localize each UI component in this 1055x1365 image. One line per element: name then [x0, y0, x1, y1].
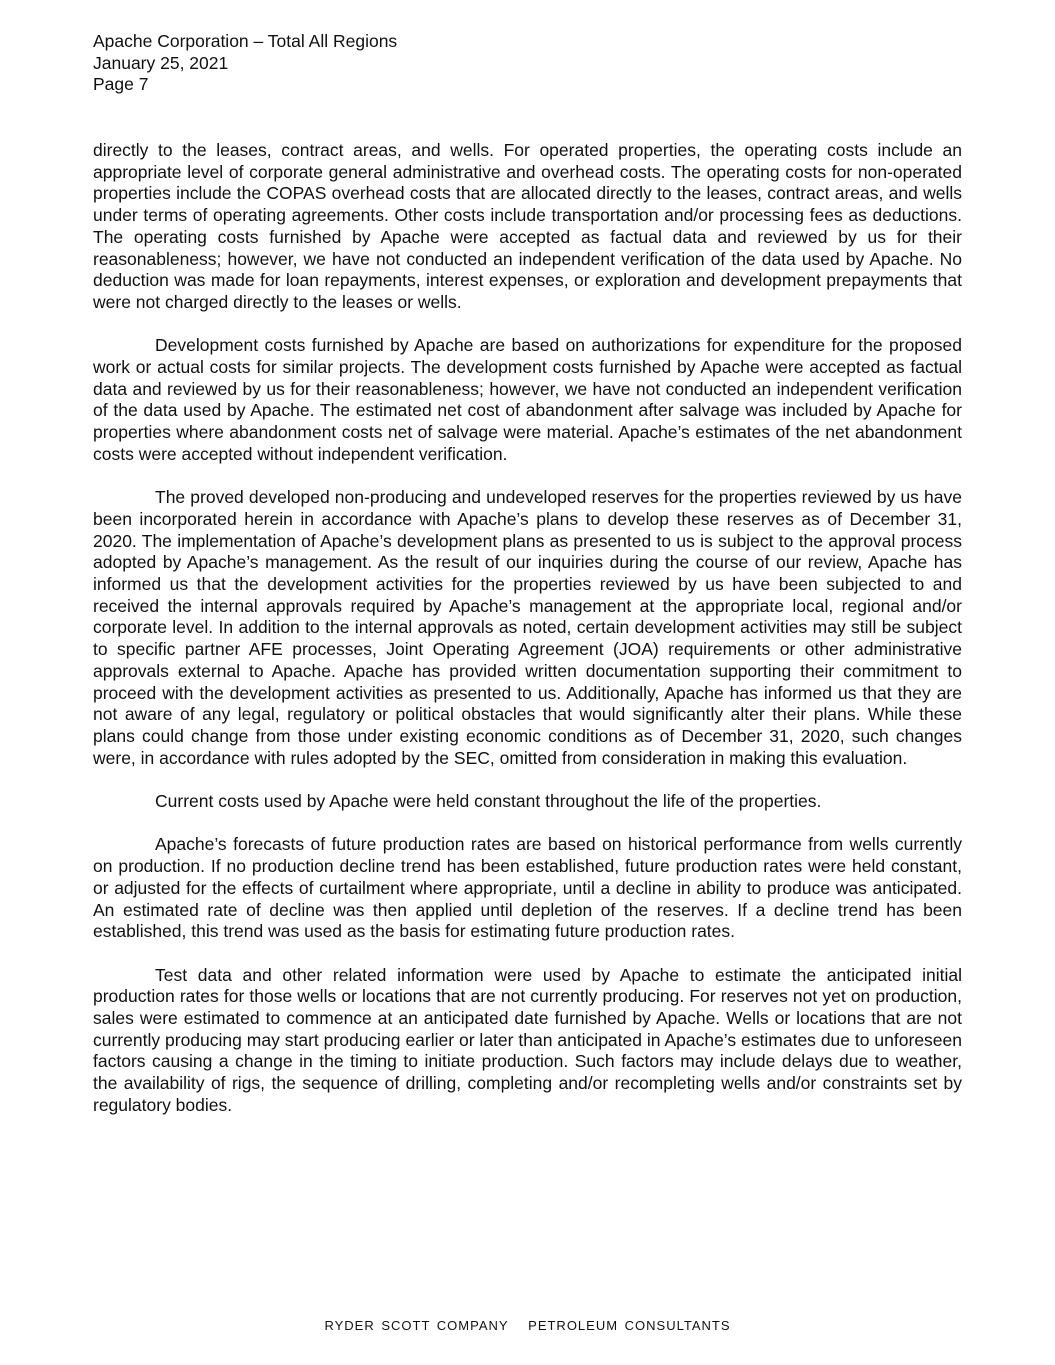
paragraph-development-costs: Development costs furnished by Apache are based on authorizations for expenditure for the proposed work or actual costs for similar projects. The development costs furnished by Apache were accepted as factual data and reviewed by us for their reasonableness; however, we have not conducted an independent verification of the data used by Apache. The estimated net cost of abandonment after salvage was included by Apache for properties where abandonment costs net of salvage were material. Apache’s estimates of the net abandonment costs were accepted without independent verification.: [93, 335, 962, 464]
page-header: [93, 31, 397, 96]
paragraph-production-forecasts: Apache’s forecasts of future production rates are based on historical performance from wells currently on production. If no production decline trend has been established, future production rates were held constant, or adjusted for the effects of curtailment where appropriate, until a decline in ability to produce was anticipated. An estimated rate of decline was then applied until depletion of the reserves. If a decline trend has been established, this trend was used as the basis for estimating future production rates.: [93, 834, 962, 942]
page-footer: [0, 1318, 1055, 1333]
footer-text: RYDER SCOTT COMPANY PETROLEUM CONSULTANTS: [324, 1318, 731, 1333]
header-page-number: Page 7: [93, 74, 149, 95]
document-body: [93, 140, 962, 1138]
paragraph-current-costs: Current costs used by Apache were held constant throughout the life of the properties.: [155, 791, 822, 812]
paragraph-test-data: Test data and other related information were used by Apache to estimate the anticipated initial production rates for those wells or locations that are not currently producing. For reserves not yet on production, sales were estimated to commence at an anticipated date furnished by Apache. Wells or locations that are not currently producing may start producing earlier or later than anticipated in Apache’s estimates due to unforeseen factors causing a change in the timing to initiate production. Such factors may include delays due to weather, the availability of rigs, the sequence of drilling, completing and/or recompleting wells and/or constraints set by regulatory bodies.: [93, 964, 962, 1115]
paragraph-operating-costs: directly to the leases, contract areas, and wells. For operated properties, the operating costs include an appropriate level of corporate general administrative and overhead costs. The operating costs for non-operated properties include the COPAS overhead costs that are allocated directly to the leases, contract areas, and wells under terms of operating agreements. Other costs include transportation and/or processing fees as deductions. The operating costs furnished by Apache were accepted as factual data and reviewed by us for their reasonableness; however, we have not conducted an independent verification of the data used by Apache. No deduction was made for loan repayments, interest expenses, or exploration and development prepayments that were not charged directly to the leases or wells.: [93, 140, 962, 312]
paragraph-development-plans: The proved developed non-producing and undeveloped reserves for the properties reviewed by us have been incorporated herein in accordance with Apache’s plans to develop these reserves as of December 31, 2020. The implementation of Apache’s development plans as presented to us is subject to the approval process adopted by Apache’s management. As the result of our inquiries during the course of our review, Apache has informed us that the development activities for the properties reviewed by us have been subjected to and received the internal approvals required by Apache’s management at the appropriate local, regional and/or corporate level. In addition to the internal approvals as noted, certain development activities may still be subject to specific partner AFE processes, Joint Operating Agreement (JOA) requirements or other administrative approvals external to Apache. Apache has provided written documentation supporting their commitment to proceed with the development activities as presented to us. Additionally, Apache has informed us that they are not aware of any legal, regulatory or political obstacles that would significantly alter their plans. While these plans could change from those under existing economic conditions as of December 31, 2020, such changes were, in accordance with rules adopted by the SEC, omitted from consideration in making this evaluation.: [93, 487, 962, 768]
header-date: January 25, 2021: [93, 52, 229, 73]
header-company: Apache Corporation – Total All Regions: [93, 31, 398, 51]
